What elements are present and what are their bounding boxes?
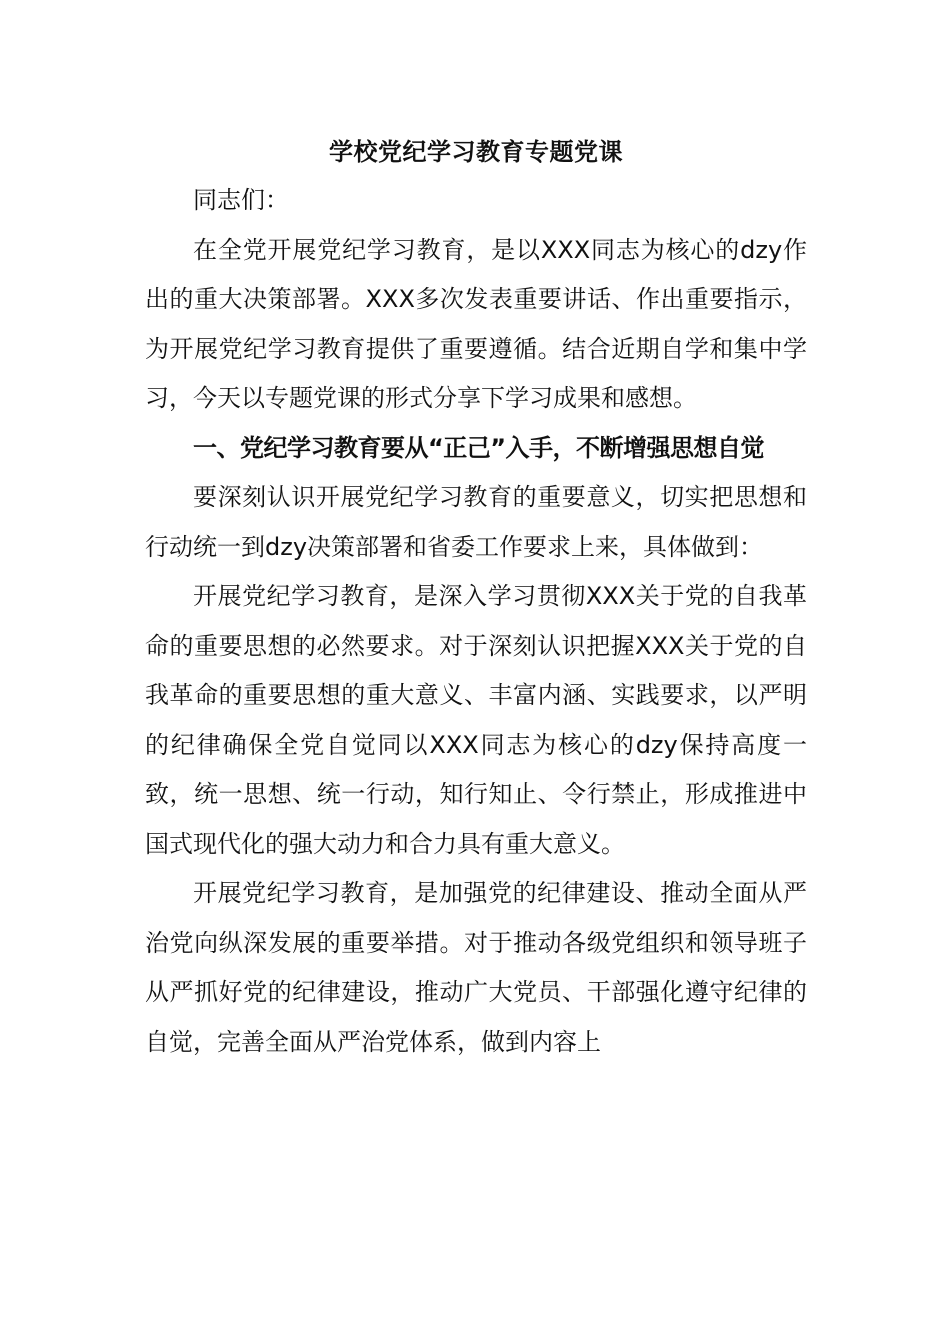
section-1-paragraph-1: 要深刻认识开展党纪学习教育的重要意义，切实把思想和行动统一到dzy决策部署和省委工作要求上来，具体做到：	[145, 483, 807, 561]
section-1-paragraph-3: 开展党纪学习教育，是加强党的纪律建设、推动全面从严治党向纵深发展的重要举措。对于推动各级党组织和领导班子从严抓好党的纪律建设，推动广大党员、干部强化遵守纪律的自觉，完善全面从严治党体系，做到内容上	[145, 879, 807, 1056]
section-1-paragraph-2: 开展党纪学习教育，是深入学习贯彻XXX关于党的自我革命的重要思想的必然要求。对于深刻认识把握XXX关于党的自我革命的重要思想的重大意义、丰富内涵、实践要求，以严明的纪律确保全党自觉同以XXX同志为核心的dzy保持高度一致，统一思想、统一行动，知行知止、令行禁止，形成推进中国式现代化的强大动力和合力具有重大意义。	[145, 582, 807, 858]
greeting: 同志们：	[193, 186, 289, 214]
document-body	[145, 128, 807, 1067]
intro-paragraph: 在全党开展党纪学习教育，是以XXX同志为核心的dzy作出的重大决策部署。XXX多次发表重要讲话、作出重要指示，为开展党纪学习教育提供了重要遵循。结合近期自学和集中学习，今天以专题党课的形式分享下学习成果和感想。	[145, 235, 807, 412]
section-heading-1: 一、党纪学习教育要从“正己”入手，不断增强思想自觉	[193, 433, 765, 462]
document-title: 学校党纪学习教育专题党课	[329, 138, 623, 166]
